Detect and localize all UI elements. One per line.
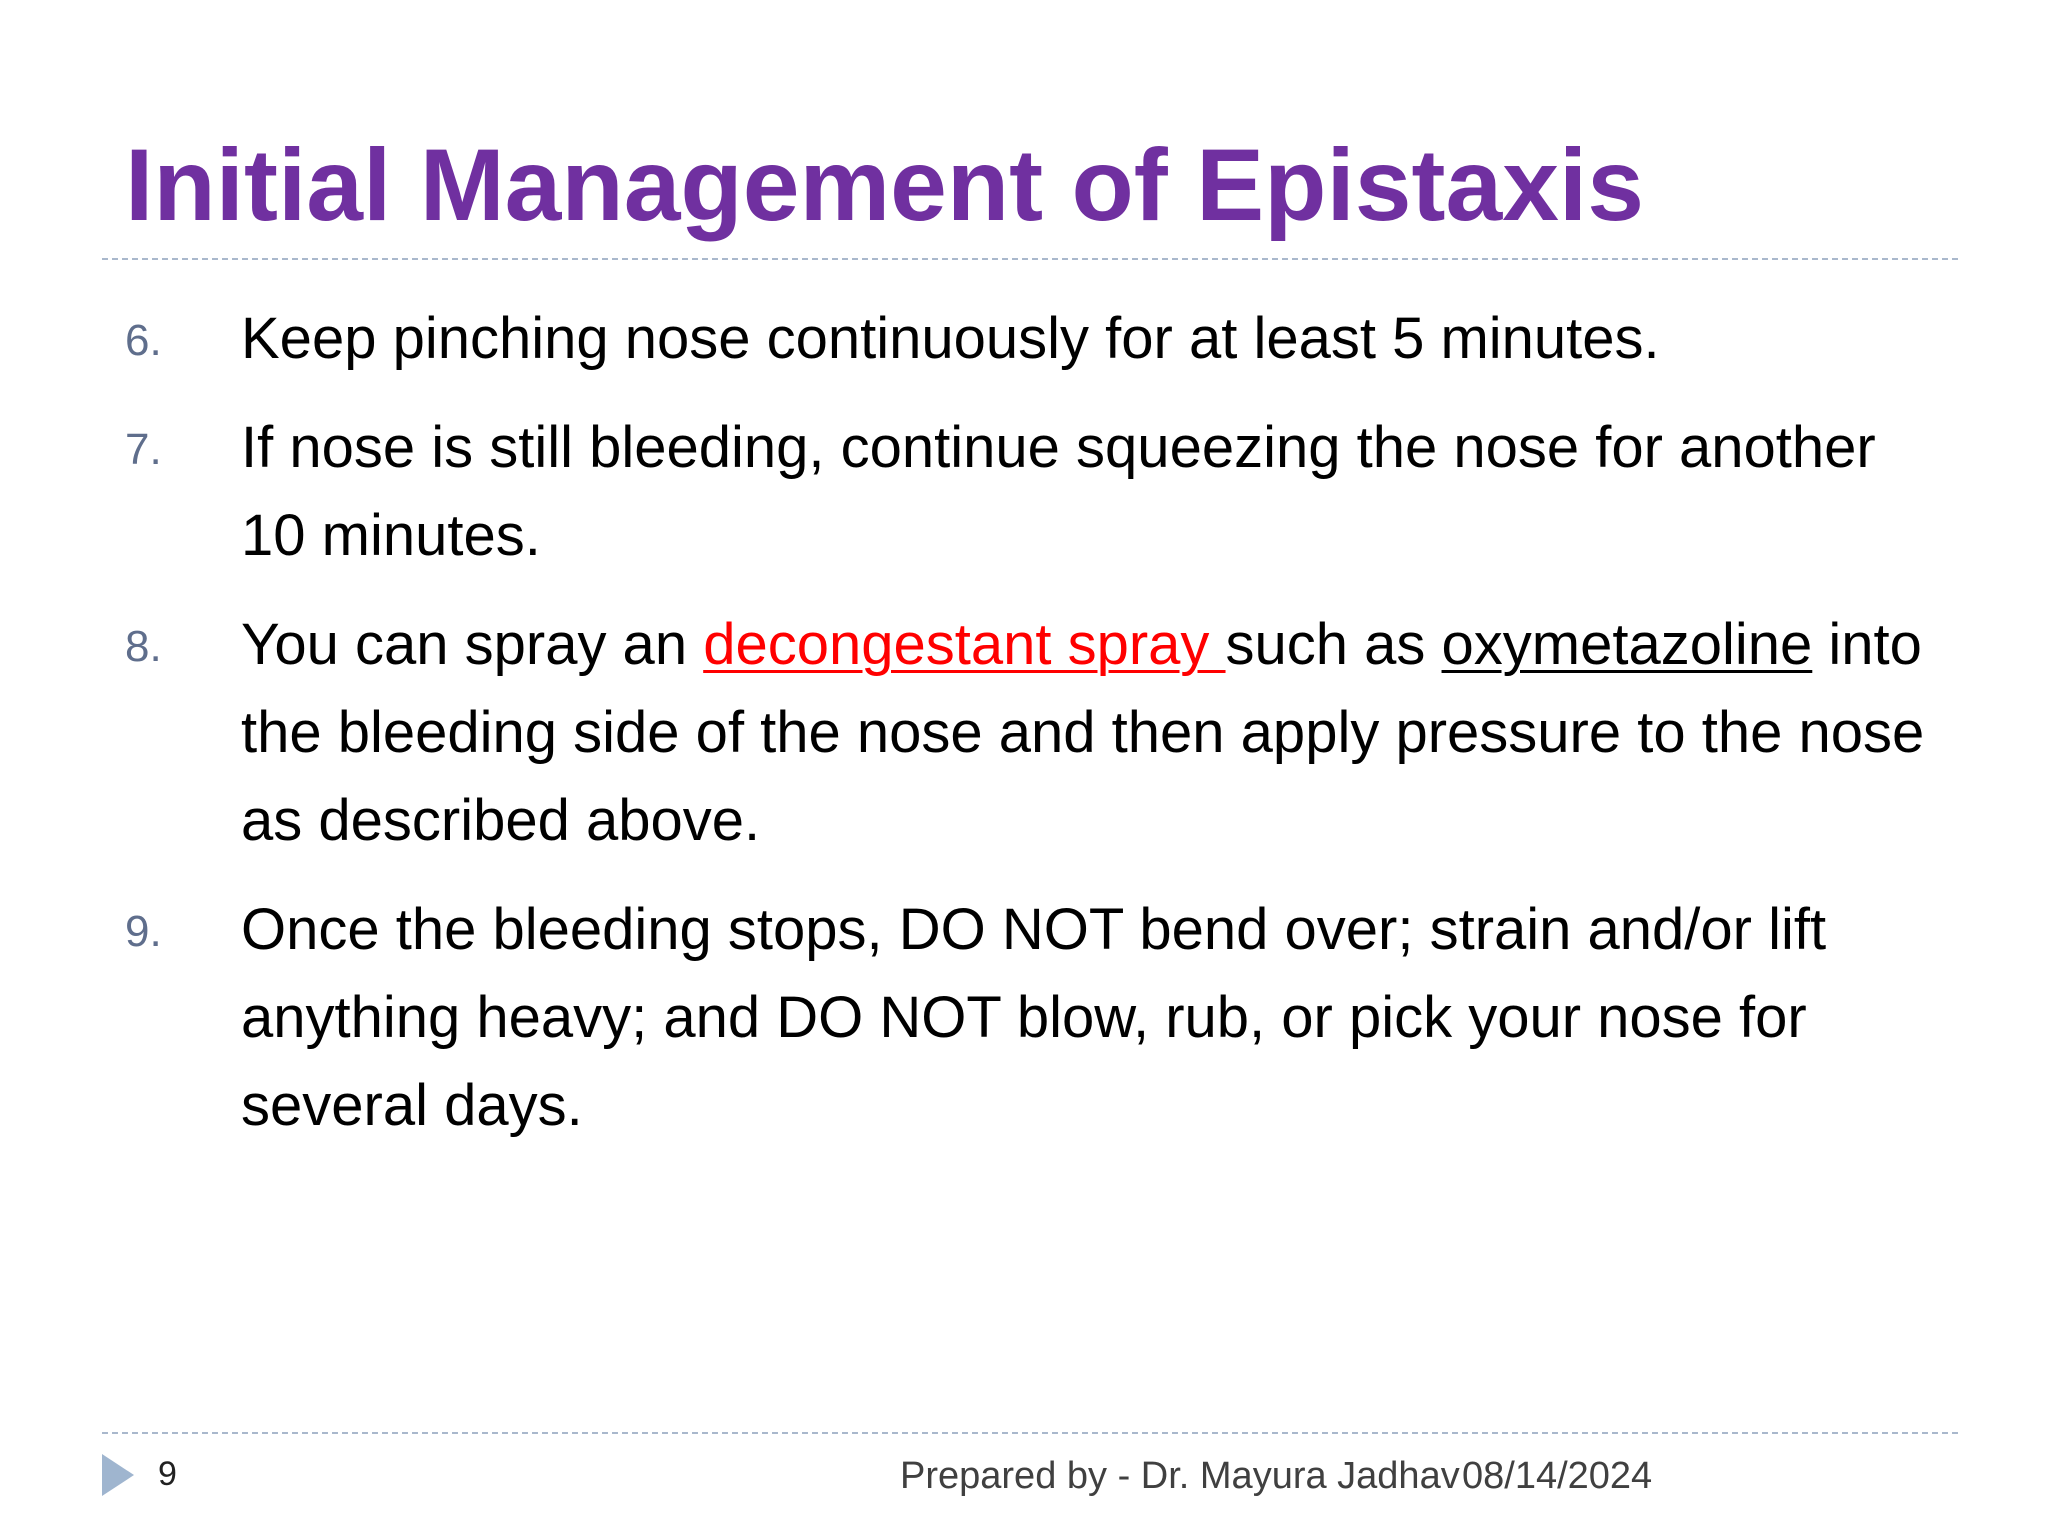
footer-divider (102, 1432, 1958, 1434)
text-segment: into the bleeding side of the nose and then apply pressure to the nose as described above. (241, 612, 1925, 853)
footer-date: 08/14/2024 (1462, 1455, 1653, 1497)
list-item-number: 6. (125, 316, 162, 365)
list-item (0, 295, 2048, 383)
list-item (0, 601, 2048, 865)
list-item (0, 886, 2048, 1150)
triangle-arrow-right-icon (100, 1452, 136, 1498)
list-item-text: Once the bleeding stops, DO NOT bend over; strain and/or lift anything heavy; and DO NOT blow, rub, or pick your nose for several days. (241, 897, 1827, 1138)
list-item (0, 404, 2048, 580)
slide-title: Initial Management of Epistaxis (125, 128, 1644, 242)
decongestant-spray-link[interactable]: decongestant spray (703, 612, 1226, 677)
text-segment: such as (1225, 612, 1442, 677)
instruction-list (0, 295, 2048, 1171)
footer-author: Prepared by - Dr. Mayura Jadhav (900, 1455, 1460, 1497)
list-item-text: If nose is still bleeding, continue squeezing the nose for another 10 minutes. (241, 415, 1876, 568)
list-item-text (241, 601, 1941, 865)
oxymetazoline-term: oxymetazoline (1441, 612, 1813, 677)
list-item-text: Keep pinching nose continuously for at least 5 minutes. (241, 306, 1660, 371)
page-number: 9 (158, 1455, 177, 1493)
list-item-number: 8. (125, 622, 162, 671)
title-divider (102, 258, 1958, 260)
list-item-number: 7. (125, 425, 162, 474)
list-item-number: 9. (125, 907, 162, 956)
text-segment: You can spray an (241, 612, 704, 677)
